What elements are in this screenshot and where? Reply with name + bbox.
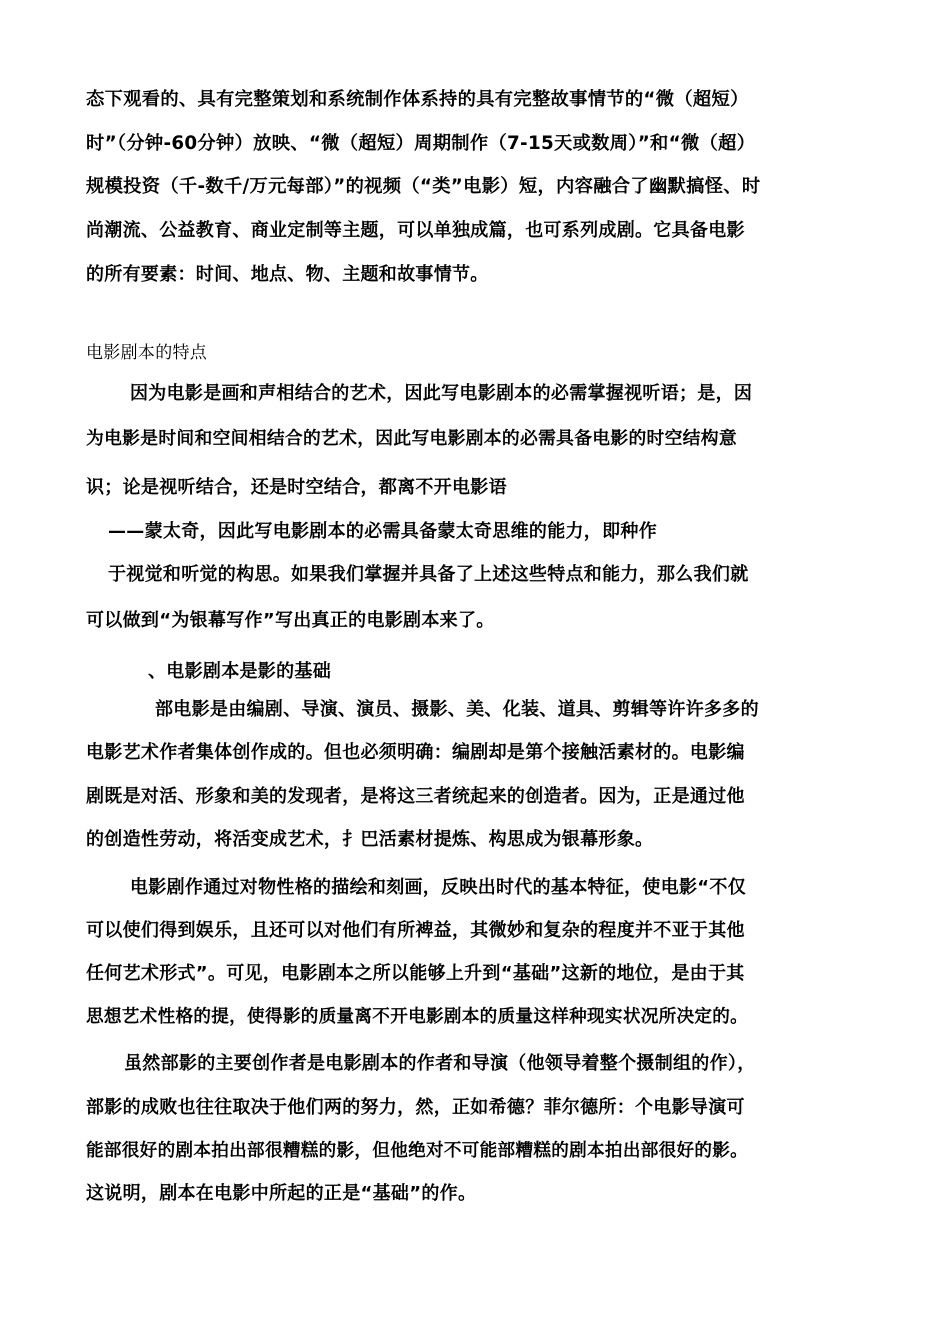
paragraph-5-line-1: 虽然部影的主要创作者是电影剧本的作者和导演（他领导着整个摄制组的作），	[124, 1053, 756, 1074]
paragraph-1-line-2: 时”（分钟-60分钟）放映、“微（超短）周期制作（7-15天或数周）”和“微（超）	[86, 133, 756, 154]
paragraph-3-line-2: 电影艺术作者集体创作成的。但也必须明确：编剧却是第个接触活素材的。电影编	[86, 742, 745, 763]
paragraph-2-line-2: 为电影是时间和空间相结合的艺术，因此写电影剧本的必需具备电影的时空结构意	[86, 428, 737, 449]
paragraph-3-line-3: 剧既是对活、形象和美的发现者，是将这三者统起来的创造者。因为，正是通过他	[86, 786, 745, 807]
paragraph-4-line-4: 思想艺术性格的提，使得影的质量离不开电影剧本的质量这样种现实状况所决定的。	[86, 1007, 749, 1027]
paragraph-3-line-1: 部电影是由编剧、导演、演员、摄影、美、化装、道具、剪辑等许许多多的	[155, 699, 759, 720]
section-heading-features: 电影剧本的特点	[86, 343, 208, 363]
paragraph-5-line-3: 能部很好的剧本拍出部很糟糕的影，但他绝对不可能部糟糕的剧本拍出部很好的影。	[86, 1141, 749, 1161]
paragraph-4-line-1: 电影剧作通过对物性格的描绘和刻画，反映出时代的基本特征，使电影“不仅	[130, 877, 747, 898]
paragraph-4-line-3: 任何艺术形式”。可见，电影剧本之所以能够上升到“基础”这新的地位，是由于其	[86, 963, 745, 984]
paragraph-1-line-5: 的所有要素：时间、地点、物、主题和故事情节。	[86, 264, 489, 285]
paragraph-2-line-3: 识；论是视听结合，还是时空结合，都离不开电影语	[86, 477, 507, 498]
paragraph-4-line-2: 可以使们得到娱乐，且还可以对他们有所裨益，其微妙和复杂的程度并不亚于其他	[86, 920, 745, 941]
paragraph-2-line-6: 可以做到“为银幕写作”写出真正的电影剧本来了。	[86, 610, 495, 631]
paragraph-3-line-4: 的创造性劳动，将活变成艺术，扌巴活素材提炼、构思成为银幕形象。	[86, 829, 654, 850]
paragraph-5-line-2: 部影的成败也往往取决于他们两的努力，然，正如希德？菲尔德所：个电影导演可	[86, 1097, 745, 1118]
paragraph-1-line-1: 态下观看的、具有完整策划和系统制作体系持的具有完整故事情节的“微（超短）	[86, 89, 749, 110]
paragraph-2-line-1: 因为电影是画和声相结合的艺术，因此写电影剧本的必需掌握视听语；是，因	[130, 383, 753, 404]
section-heading-foundation: 、电影剧本是影的基础	[148, 661, 331, 682]
paragraph-5-line-4: 这说明，剧本在电影中所起的正是“基础”的作。	[86, 1183, 477, 1204]
paragraph-1-line-3: 规模投资（千-数千/万元每部）”的视频（“类”电影）短，内容融合了幽默搞怪、时	[86, 176, 761, 197]
paragraph-1-line-4: 尚潮流、公益教育、商业定制等主题，可以单独成篇，也可系列成剧。它具备电影	[86, 220, 745, 241]
paragraph-2-line-5: 于视觉和听觉的构思。如果我们掌握并具备了上述这些特点和能力，那么我们就	[108, 564, 749, 585]
paragraph-2-line-4: ——蒙太奇，因此写电影剧本的必需具备蒙太奇思维的能力，即种作	[108, 521, 657, 542]
